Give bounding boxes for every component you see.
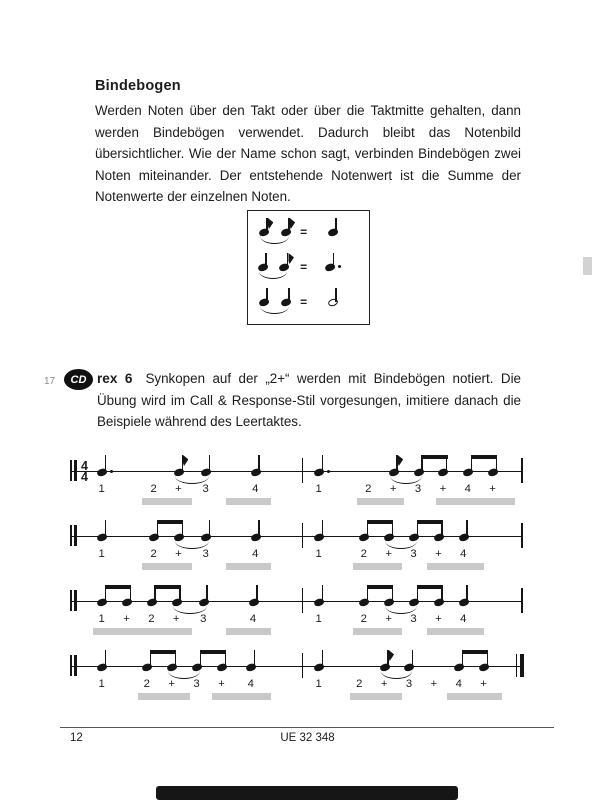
count-label: + (389, 483, 397, 495)
note-stem (288, 288, 289, 302)
count-label: 3 (193, 678, 200, 690)
intro-paragraph: Werden Noten über den Takt oder über die Taktmitte gehalten, dann werden Bindebögen verwendet. Dadurch bleibt das Notenbild übersichtlicher. Wie der Name schon sagt, verbinden Bindebögen zwei Noten miteinander. Der entstehende Notenwert ist die Summe der Notenwerte der einzelnen Noten. (95, 103, 521, 205)
note-stem (254, 650, 255, 667)
count-label: 3 (202, 483, 209, 495)
barline (302, 458, 303, 483)
beam (417, 585, 443, 589)
count-label: 3 (202, 548, 209, 560)
count-label: 1 (98, 613, 105, 625)
rhythm-system-2 (70, 517, 522, 582)
count-label: 3 (410, 613, 417, 625)
note-stem (258, 520, 259, 537)
note-stem (209, 455, 210, 472)
note-stem (266, 288, 267, 302)
count-label: + (430, 678, 438, 690)
note-stem (266, 218, 267, 232)
count-label: + (168, 678, 175, 690)
beam (367, 520, 393, 524)
barline (74, 655, 76, 676)
note-stem (105, 520, 106, 537)
barline (70, 525, 72, 546)
staff-line (70, 471, 522, 472)
count-label: 2 (143, 678, 150, 690)
tie-example-row-3 (248, 285, 369, 320)
barline (70, 590, 72, 611)
barline (302, 653, 303, 678)
note-stem (322, 520, 323, 537)
note-stem (466, 520, 467, 537)
eighth-flag-icon (398, 455, 404, 466)
count-label: 4 (460, 613, 467, 625)
augmentation-dot (327, 470, 330, 473)
note-stem (333, 253, 334, 267)
count-label: 3 (200, 613, 207, 625)
note-stem (322, 455, 323, 472)
count-label: 1 (98, 548, 105, 560)
count-highlight-bar (357, 498, 404, 505)
equals-sign: = (300, 260, 308, 274)
count-label: 4 (460, 548, 467, 560)
rhythm-system-4 (70, 647, 522, 712)
count-label: 4 (252, 483, 259, 495)
count-highlight-bar (447, 693, 501, 700)
count-label: + (439, 483, 447, 495)
barline (521, 588, 522, 613)
count-highlight-bar (142, 498, 192, 505)
count-label: + (435, 548, 442, 560)
note-stem (105, 455, 106, 472)
barline (74, 525, 76, 546)
count-label: + (480, 678, 487, 690)
augmentation-dot (338, 265, 341, 268)
count-label: + (172, 613, 180, 625)
count-label: 2 (356, 678, 363, 690)
exercise-label: rex 6 (97, 371, 133, 386)
note-stem (288, 218, 289, 232)
count-label: + (380, 678, 388, 690)
note-stem (387, 650, 388, 667)
count-label: 3 (405, 678, 413, 690)
barline (70, 655, 72, 676)
note-stem (335, 288, 336, 302)
count-label: 1 (315, 548, 322, 560)
note-stem (396, 455, 397, 472)
count-label: 4 (455, 678, 462, 690)
beam (105, 585, 131, 589)
count-label: 2 (148, 613, 155, 625)
tie-example-row-2 (248, 250, 369, 285)
count-label: 2 (360, 548, 367, 560)
note-stem (322, 650, 323, 667)
page-title: Bindebogen (95, 78, 181, 94)
count-label: 4 (252, 548, 259, 560)
exercise-description: Synkopen auf der „2+“ werden mit Bindebögen notiert. Die Übung wird im Call & Response-Stil vorgesungen, imitiere danach die Beispiele während des Leertaktes. (97, 371, 521, 430)
count-label: 1 (315, 483, 322, 495)
rhythm-systems (70, 452, 522, 712)
equals-sign: = (300, 295, 308, 309)
bottom-bar (156, 786, 458, 800)
count-highlight-bar (212, 693, 271, 700)
cd-icon: CD (64, 369, 93, 390)
beam (154, 585, 180, 589)
rhythm-system-1 (70, 452, 522, 517)
eighth-flag-icon (288, 253, 294, 264)
barline (521, 523, 522, 548)
count-highlight-bar (226, 498, 271, 505)
count-label: 2 (365, 483, 372, 495)
count-label: + (489, 483, 496, 495)
count-label: + (385, 613, 392, 625)
beam (417, 520, 443, 524)
count-label: 1 (98, 678, 105, 690)
footer-rule (60, 727, 554, 728)
tie-arc (260, 306, 289, 314)
catalog-number: UE 32 348 (280, 732, 335, 744)
time-signature: 4 4 (80, 459, 88, 484)
count-highlight-bar (226, 563, 271, 570)
beam (200, 650, 226, 654)
eighth-flag-icon (389, 650, 395, 661)
barline (70, 460, 72, 481)
count-highlight-bar (226, 628, 271, 635)
tie-arc (260, 236, 289, 244)
count-label: 4 (464, 483, 471, 495)
note-stem (182, 455, 183, 472)
count-highlight-bar (142, 563, 192, 570)
note-stem (335, 218, 336, 232)
rhythm-system-3 (70, 582, 522, 647)
count-label: 4 (249, 613, 257, 625)
tie-arc (259, 271, 288, 279)
count-highlight-bar (93, 628, 192, 635)
note-stem (209, 520, 210, 537)
staff-line (70, 536, 522, 537)
count-label: + (218, 678, 225, 690)
equals-sign: = (300, 225, 308, 239)
count-label: + (175, 483, 182, 495)
count-label: + (385, 548, 392, 560)
note-stem (265, 253, 266, 267)
barline (520, 654, 524, 677)
count-highlight-bar (427, 628, 484, 635)
count-label: + (175, 548, 182, 560)
count-highlight-bar (138, 693, 190, 700)
count-label: 1 (315, 613, 322, 625)
note-stem (466, 585, 467, 602)
count-label: 3 (414, 483, 422, 495)
eighth-flag-icon (183, 455, 189, 466)
count-label: 4 (247, 678, 254, 690)
count-highlight-bar (436, 498, 515, 505)
beam (421, 455, 447, 459)
count-highlight-bar (353, 563, 403, 570)
beam (462, 650, 488, 654)
beam (367, 585, 393, 589)
track-number: 17 (44, 376, 56, 387)
count-highlight-bar (427, 563, 484, 570)
beam (157, 520, 183, 524)
count-label: 1 (315, 678, 322, 690)
exercise-paragraph (97, 368, 521, 433)
barline (302, 523, 303, 548)
staff-line (70, 601, 522, 602)
note-stem (206, 585, 207, 602)
note-stem (256, 585, 257, 602)
count-label: + (435, 613, 442, 625)
count-highlight-bar (353, 628, 403, 635)
count-label: 1 (98, 483, 105, 495)
beam (471, 455, 497, 459)
augmentation-dot (110, 470, 113, 473)
barline (521, 458, 522, 483)
beam (150, 650, 176, 654)
note-stem (258, 455, 259, 472)
count-label: + (123, 613, 130, 625)
barline (302, 588, 303, 613)
count-label: 3 (410, 548, 417, 560)
count-label: 2 (150, 548, 157, 560)
page-edge-marker (583, 257, 592, 275)
page-number: 12 (70, 732, 83, 744)
note-head (327, 297, 339, 307)
tie-examples-box (247, 210, 370, 325)
count-label: 2 (150, 483, 157, 495)
note-stem (412, 650, 413, 667)
barline (74, 460, 76, 481)
tie-example-row-1 (248, 215, 369, 250)
eighth-flag-icon (268, 218, 274, 229)
note-stem (287, 253, 288, 267)
barline (74, 590, 76, 611)
count-highlight-bar (350, 693, 402, 700)
eighth-flag-icon (290, 218, 296, 229)
barline (516, 654, 517, 677)
count-label: 2 (360, 613, 367, 625)
note-stem (105, 650, 106, 667)
note-stem (322, 585, 323, 602)
